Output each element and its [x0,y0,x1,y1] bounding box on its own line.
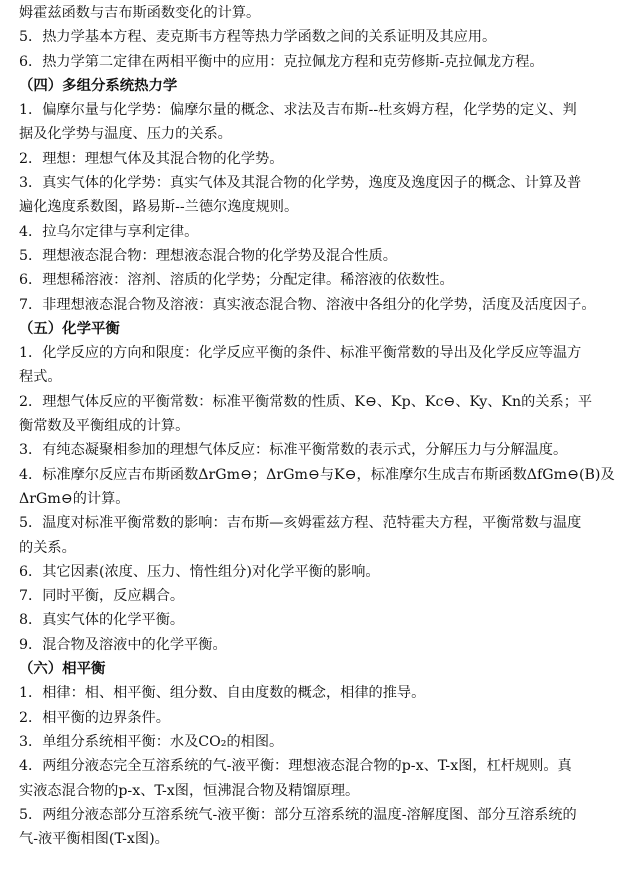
list-item: 2．理想气体反应的平衡常数：标准平衡常数的性质、K⊖、Kp、Kc⊖、Ky、Kn的关系；平 [19,393,593,410]
list-item: 5．热力学基本方程、麦克斯韦方程等热力学函数之间的关系证明及其应用。 [19,29,497,46]
section-heading: （五）化学平衡 [19,320,120,337]
list-item: 6．热力学第二定律在两相平衡中的应用：克拉佩龙方程和克劳修斯-克拉佩龙方程。 [19,53,544,70]
list-item: 4．拉乌尔定律与享利定律。 [19,223,199,240]
list-item: 5．两组分液态部分互溶系统气-液平衡：部分互溶系统的温度-溶解度图、部分互溶系统的 [19,806,577,823]
list-item: 9．混合物及溶液中的化学平衡。 [19,636,227,653]
text-line: 衡常数及平衡组成的计算。 [19,418,190,435]
list-item: 1．相律：相、相平衡、组分数、自由度数的概念，相律的推导。 [19,685,426,702]
text-line: 程式。 [19,369,62,386]
text-line: ΔrGm⊖的计算。 [19,490,130,507]
list-item: 3．单组分系统相平衡：水及CO₂的相图。 [19,733,284,750]
text-line: 姆霍兹函数与吉布斯函数变化的计算。 [19,5,261,21]
list-item: 7．非理想液态混合物及溶液：真实液态混合物、溶液中各组分的化学势，活度及活度因子。 [19,296,596,313]
list-item: 8．真实气体的化学平衡。 [19,612,185,629]
list-item: 4．两组分液态完全互溶系统的气-液平衡：理想液态混合物的p-x、T-x图，杠杆规则。真 [19,758,572,775]
section-heading: （六）相平衡 [19,661,106,678]
list-item: 1．偏摩尔量与化学势：偏摩尔量的概念、求法及吉布斯--杜亥姆方程，化学势的定义、判 [19,102,577,119]
list-item: 3．真实气体的化学势：真实气体及其混合物的化学势，逸度及逸度因子的概念、计算及普 [19,175,582,192]
list-item: 2．理想：理想气体及其混合物的化学势。 [19,150,284,167]
list-item: 2．相平衡的边界条件。 [19,709,170,726]
list-item: 5．理想液态混合物：理想液态混合物的化学势及混合性质。 [19,247,397,264]
list-item: 3．有纯态凝聚相参加的理想气体反应：标准平衡常数的表示式，分解压力与分解温度。 [19,442,568,459]
text-line: 遍化逸度系数图，路易斯--兰德尔逸度规则。 [19,199,299,216]
list-item: 1．化学反应的方向和限度：化学反应平衡的条件、标准平衡常数的导出及化学反应等温方 [19,345,582,362]
text-line: 的关系。 [19,539,76,556]
text-line: 气-液平衡相图(T-x图)。 [19,831,169,848]
section-heading: （四）多组分系统热力学 [19,77,178,94]
list-item: 6．其它因素(浓度、压力、惰性组分)对化学平衡的影响。 [19,563,380,580]
list-item: 7．同时平衡，反应耦合。 [19,588,185,605]
list-item: 5．温度对标准平衡常数的影响：吉布斯—亥姆霍兹方程、范特霍夫方程，平衡常数与温度 [19,515,582,532]
text-line: 据及化学势与温度、压力的关系。 [19,126,232,143]
list-item: 6．理想稀溶液：溶剂、溶质的化学势；分配定律。稀溶液的依数性。 [19,272,454,289]
text-line: 实液态混合物的p-x、T-x图，恒沸混合物及精馏原理。 [19,782,360,799]
list-item: 4．标准摩尔反应吉布斯函数ΔrGm⊖；ΔrGm⊖与K⊖，标准摩尔生成吉布斯函数ΔfGm⊖(B)及 [19,466,615,483]
